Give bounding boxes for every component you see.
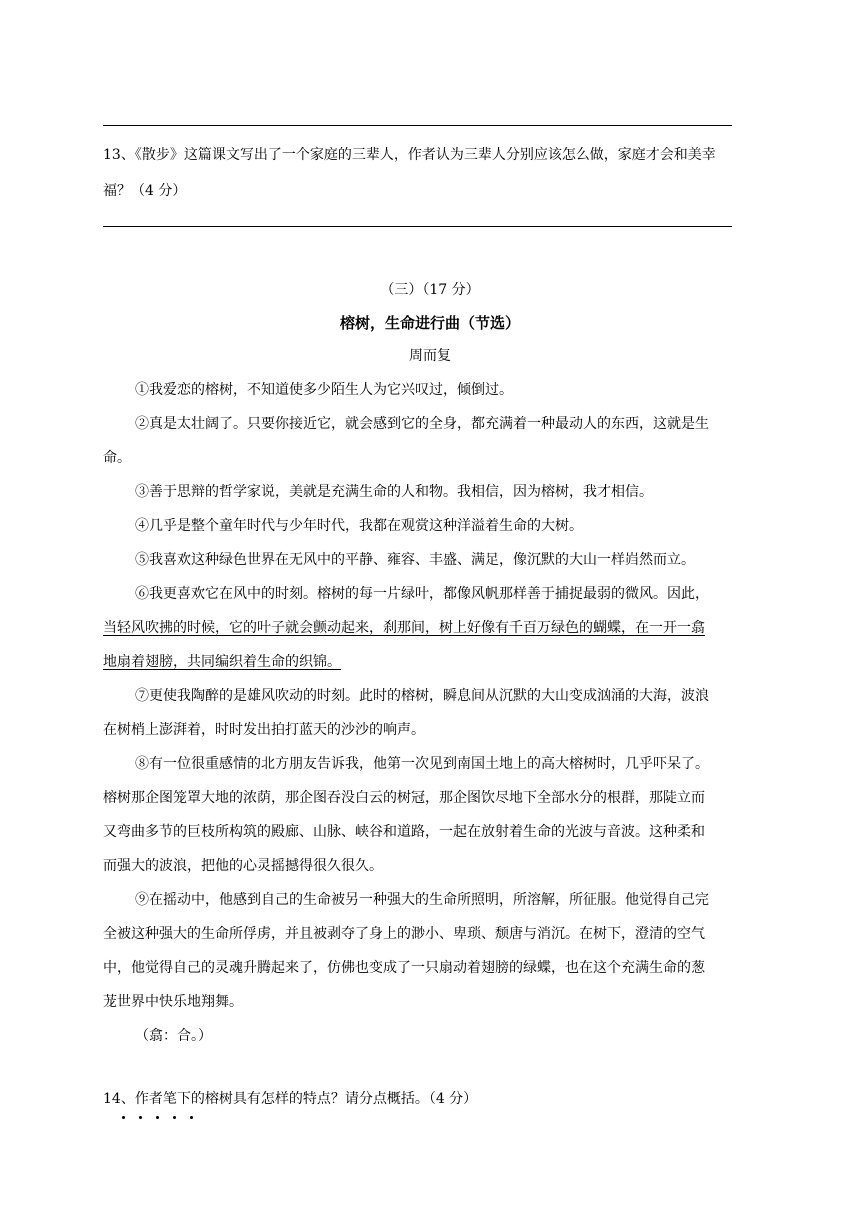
question-14: 14、作者笔下的榕树具有怎样的特点？请分点概括。（4 分） [103, 1091, 478, 1107]
paragraph-9-line-1: ⑨在摇动中，他感到自己的生命被另一种强大的生命所照明，所溶解，所征服。他觉得自己完 [135, 892, 709, 908]
paragraph-7-line-2: 在树梢上澎湃着，时时发出拍打蓝天的沙沙的响声。 [103, 722, 425, 738]
paragraph-9-line-4: 茏世界中快乐地翔舞。 [103, 994, 243, 1010]
footnote: （翕：合。） [135, 1028, 212, 1044]
passage-author: 周而复 [409, 348, 451, 364]
question-13-line-1: 13、《散步》这篇课文写出了一个家庭的三辈人，作者认为三辈人分别应该怎么做，家庭才会和美幸 [103, 147, 716, 163]
paragraph-6-underlined-line-1: 当轻风吹拂的时候，它的叶子就会颤动起来，刹那间，树上好像有千百万绿色的蝴蝶，在一开一翕 [103, 620, 705, 636]
answer-line [103, 125, 732, 126]
paragraph-8-line-2: 榕树那企图笼罩大地的浓荫，那企图吞没白云的树冠，那企图饮尽地下全部水分的根群，那陡立而 [103, 790, 705, 806]
paragraph-8-line-3: 又弯曲多节的巨枝所构筑的殿廊、山脉、峡谷和道路，一起在放射着生命的光波与音波。这种柔和 [103, 824, 705, 840]
paragraph-2-line-2: 命。 [103, 450, 131, 466]
paragraph-2-line-1: ②真是太壮阔了。只要你接近它，就会感到它的全身，都充满着一种最动人的东西，这就是生 [135, 416, 709, 432]
paragraph-8-line-4: 而强大的波浪，把他的心灵摇撼得很久很久。 [103, 858, 383, 874]
paragraph-7-line-1: ⑦更使我陶醉的是雄风吹动的时刻。此时的榕树，瞬息间从沉默的大山变成汹涌的大海，波浪 [135, 688, 709, 704]
paragraph-6-underlined-line-2: 地扇着翅膀，共同编织着生命的织锦。 [103, 654, 341, 670]
emphasis-dots [122, 1116, 222, 1122]
answer-line [103, 226, 732, 227]
paragraph-9-line-2: 全被这种强大的生命所俘虏，并且被剥夺了身上的渺小、卑琐、颓唐与消沉。在树下，澄清的空气 [103, 926, 705, 942]
section-heading: （三）（17 分） [380, 282, 480, 298]
paragraph-8-line-1: ⑧有一位很重感情的北方朋友告诉我，他第一次见到南国土地上的高大榕树时，几乎吓呆了。 [135, 756, 709, 772]
paragraph-1: ①我爱恋的榕树，不知道使多少陌生人为它兴叹过，倾倒过。 [135, 382, 513, 398]
passage-title: 榕树，生命进行曲（节选） [339, 314, 520, 332]
paragraph-4: ④几乎是整个童年时代与少年时代，我都在观赏这种洋溢着生命的大树。 [135, 518, 583, 534]
paragraph-6-line-1: ⑥我更喜欢它在风中的时刻。榕树的每一片绿叶，都像风帆那样善于捕捉最弱的微风。因此， [135, 586, 709, 602]
question-13-line-2: 福？（4 分） [103, 183, 187, 199]
paragraph-5: ⑤我喜欢这种绿色世界在无风中的平静、雍容、丰盛、满足，像沉默的大山一样岿然而立。 [135, 552, 695, 568]
paragraph-3: ③善于思辩的哲学家说，美就是充满生命的人和物。我相信，因为榕树，我才相信。 [135, 484, 653, 500]
paragraph-9-line-3: 中，他觉得自己的灵魂升腾起来了，仿佛也变成了一只扇动着翅膀的绿蝶，也在这个充满生命的葱 [103, 960, 705, 976]
